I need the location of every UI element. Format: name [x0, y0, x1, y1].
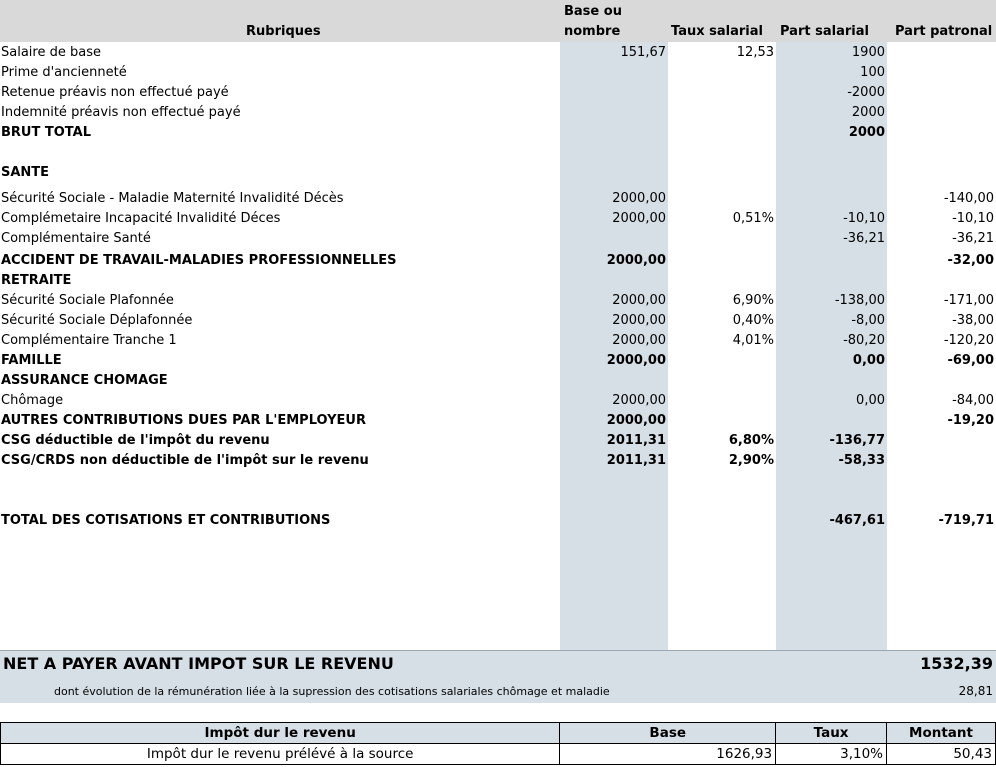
- row-pat: -32,00: [947, 253, 994, 268]
- row-pat: -140,00: [943, 191, 994, 206]
- row-base: 2000,00: [612, 293, 666, 308]
- header-part-patronal: Part patronal: [895, 24, 993, 39]
- row-sal: -80,20: [843, 333, 885, 348]
- table-row: [0, 311, 996, 331]
- row-label: RETRAITE: [1, 273, 72, 288]
- row-sal: 100: [860, 65, 885, 80]
- header-base-line2: nombre: [564, 24, 621, 39]
- table-row: [0, 63, 996, 83]
- row-pat: -19,20: [947, 413, 994, 428]
- row-sal: -2000: [847, 85, 885, 100]
- impot-row: [1, 744, 996, 765]
- table-row: [0, 163, 996, 183]
- table-row: [0, 291, 996, 311]
- impot-header-taux: Taux: [776, 723, 887, 744]
- table-row: [0, 229, 996, 249]
- impot-row-base: 1626,93: [560, 744, 776, 765]
- row-base: 151,67: [620, 45, 666, 60]
- table-row: [0, 83, 996, 103]
- row-label: BRUT TOTAL: [1, 125, 91, 140]
- impot-header-montant: Montant: [887, 723, 996, 744]
- row-taux: 6,90%: [732, 293, 774, 308]
- header-part-salarial: Part salarial: [780, 24, 869, 39]
- row-label: Sécurité Sociale Plafonnée: [1, 293, 174, 308]
- row-taux: 2,90%: [728, 453, 774, 468]
- row-sal: 2000: [851, 105, 885, 120]
- row-base: 2000,00: [606, 253, 666, 268]
- row-label: Sécurité Sociale - Maladie Maternité Invalidité Décès: [1, 191, 344, 206]
- impot-header-row: [1, 723, 996, 744]
- row-label: SANTE: [1, 165, 50, 180]
- row-base: 2011,31: [606, 433, 666, 448]
- row-sal: -58,33: [838, 453, 885, 468]
- row-pat: -38,00: [952, 313, 994, 328]
- row-label: TOTAL DES COTISATIONS ET CONTRIBUTIONS: [1, 513, 331, 528]
- row-sal: 2000: [848, 125, 885, 140]
- row-pat: -10,10: [952, 211, 994, 226]
- impot-row-taux: 3,10%: [776, 744, 887, 765]
- row-pat: -120,20: [943, 333, 994, 348]
- impot-table: [0, 722, 996, 765]
- row-taux: 0,40%: [732, 313, 774, 328]
- row-label: ASSURANCE CHOMAGE: [1, 373, 168, 388]
- dont-value: 28,81: [958, 684, 993, 698]
- table-row: [0, 411, 996, 431]
- table-row: [0, 331, 996, 351]
- row-pat: -69,00: [947, 353, 994, 368]
- table-row: [0, 103, 996, 123]
- row-label: FAMILLE: [1, 353, 62, 368]
- impot-row-label: Impôt dur le revenu prélévé à la source: [1, 744, 560, 765]
- row-base: 2000,00: [612, 393, 666, 408]
- row-taux: 12,53: [736, 45, 774, 60]
- row-label: Complémentaire Santé: [1, 231, 151, 246]
- row-label: Complémetaire Incapacité Invalidité Déces: [1, 211, 281, 226]
- row-sal: -467,61: [829, 513, 885, 528]
- row-pat: -84,00: [952, 393, 994, 408]
- row-label: AUTRES CONTRIBUTIONS DUES PAR L'EMPLOYEUR: [1, 413, 366, 428]
- row-label: CSG déductible de l'impôt du revenu: [1, 433, 270, 448]
- table-row: [0, 189, 996, 209]
- row-label: Prime d'ancienneté: [1, 65, 127, 80]
- row-base: 2000,00: [612, 211, 666, 226]
- row-label: Complémentaire Tranche 1: [1, 333, 177, 348]
- table-row: [0, 43, 996, 63]
- row-base: 2011,31: [606, 453, 666, 468]
- impot-header-base: Base: [560, 723, 776, 744]
- table-row: [0, 391, 996, 411]
- row-label: Chômage: [1, 393, 64, 408]
- header-rubriques: Rubriques: [246, 24, 321, 39]
- row-label: Sécurité Sociale Déplafonnée: [1, 313, 193, 328]
- row-sal: -136,77: [829, 433, 885, 448]
- table-row: [0, 431, 996, 451]
- table-row: [0, 271, 996, 291]
- impot-row-montant: 50,43: [887, 744, 996, 765]
- row-taux: 0,51%: [732, 211, 774, 226]
- row-sal: 0,00: [856, 393, 885, 408]
- table-row: [0, 351, 996, 371]
- dont-label: dont évolution de la rémunération liée à la supression des cotisations salariales chômage et maladie: [54, 685, 610, 698]
- row-base: 2000,00: [612, 191, 666, 206]
- row-base: 2000,00: [612, 313, 666, 328]
- row-pat: -719,71: [938, 513, 994, 528]
- row-taux: 6,80%: [728, 433, 774, 448]
- row-pat: -36,21: [952, 231, 994, 246]
- row-sal: -10,10: [843, 211, 885, 226]
- table-row: [0, 371, 996, 391]
- table-row: [0, 123, 996, 143]
- row-base: 2000,00: [606, 353, 666, 368]
- row-label: Retenue préavis non effectué payé: [1, 85, 229, 100]
- table-row: [0, 251, 996, 271]
- row-sal: -36,21: [843, 231, 885, 246]
- row-label: CSG/CRDS non déductible de l'impôt sur le revenu: [1, 453, 369, 468]
- impot-header-label: Impôt dur le revenu: [1, 723, 560, 744]
- row-base: 2000,00: [612, 333, 666, 348]
- row-sal: 0,00: [852, 353, 885, 368]
- header-base-line1: Base ou: [564, 4, 622, 19]
- header-taux-salarial: Taux salarial: [671, 24, 763, 39]
- row-label: Indemnité préavis non effectué payé: [1, 105, 241, 120]
- row-pat: -171,00: [943, 293, 994, 308]
- row-label: Salaire de base: [1, 45, 101, 60]
- table-row: [0, 451, 996, 471]
- row-sal: -8,00: [851, 313, 885, 328]
- row-taux: 4,01%: [732, 333, 774, 348]
- row-sal: -138,00: [834, 293, 885, 308]
- row-sal: 1900: [851, 45, 885, 60]
- net-title: NET A PAYER AVANT IMPOT SUR LE REVENU: [3, 654, 394, 673]
- table-row: [0, 511, 996, 531]
- net-value: 1532,39: [920, 654, 993, 673]
- row-label: ACCIDENT DE TRAVAIL-MALADIES PROFESSIONNELLES: [1, 253, 397, 268]
- row-base: 2000,00: [606, 413, 666, 428]
- table-row: [0, 209, 996, 229]
